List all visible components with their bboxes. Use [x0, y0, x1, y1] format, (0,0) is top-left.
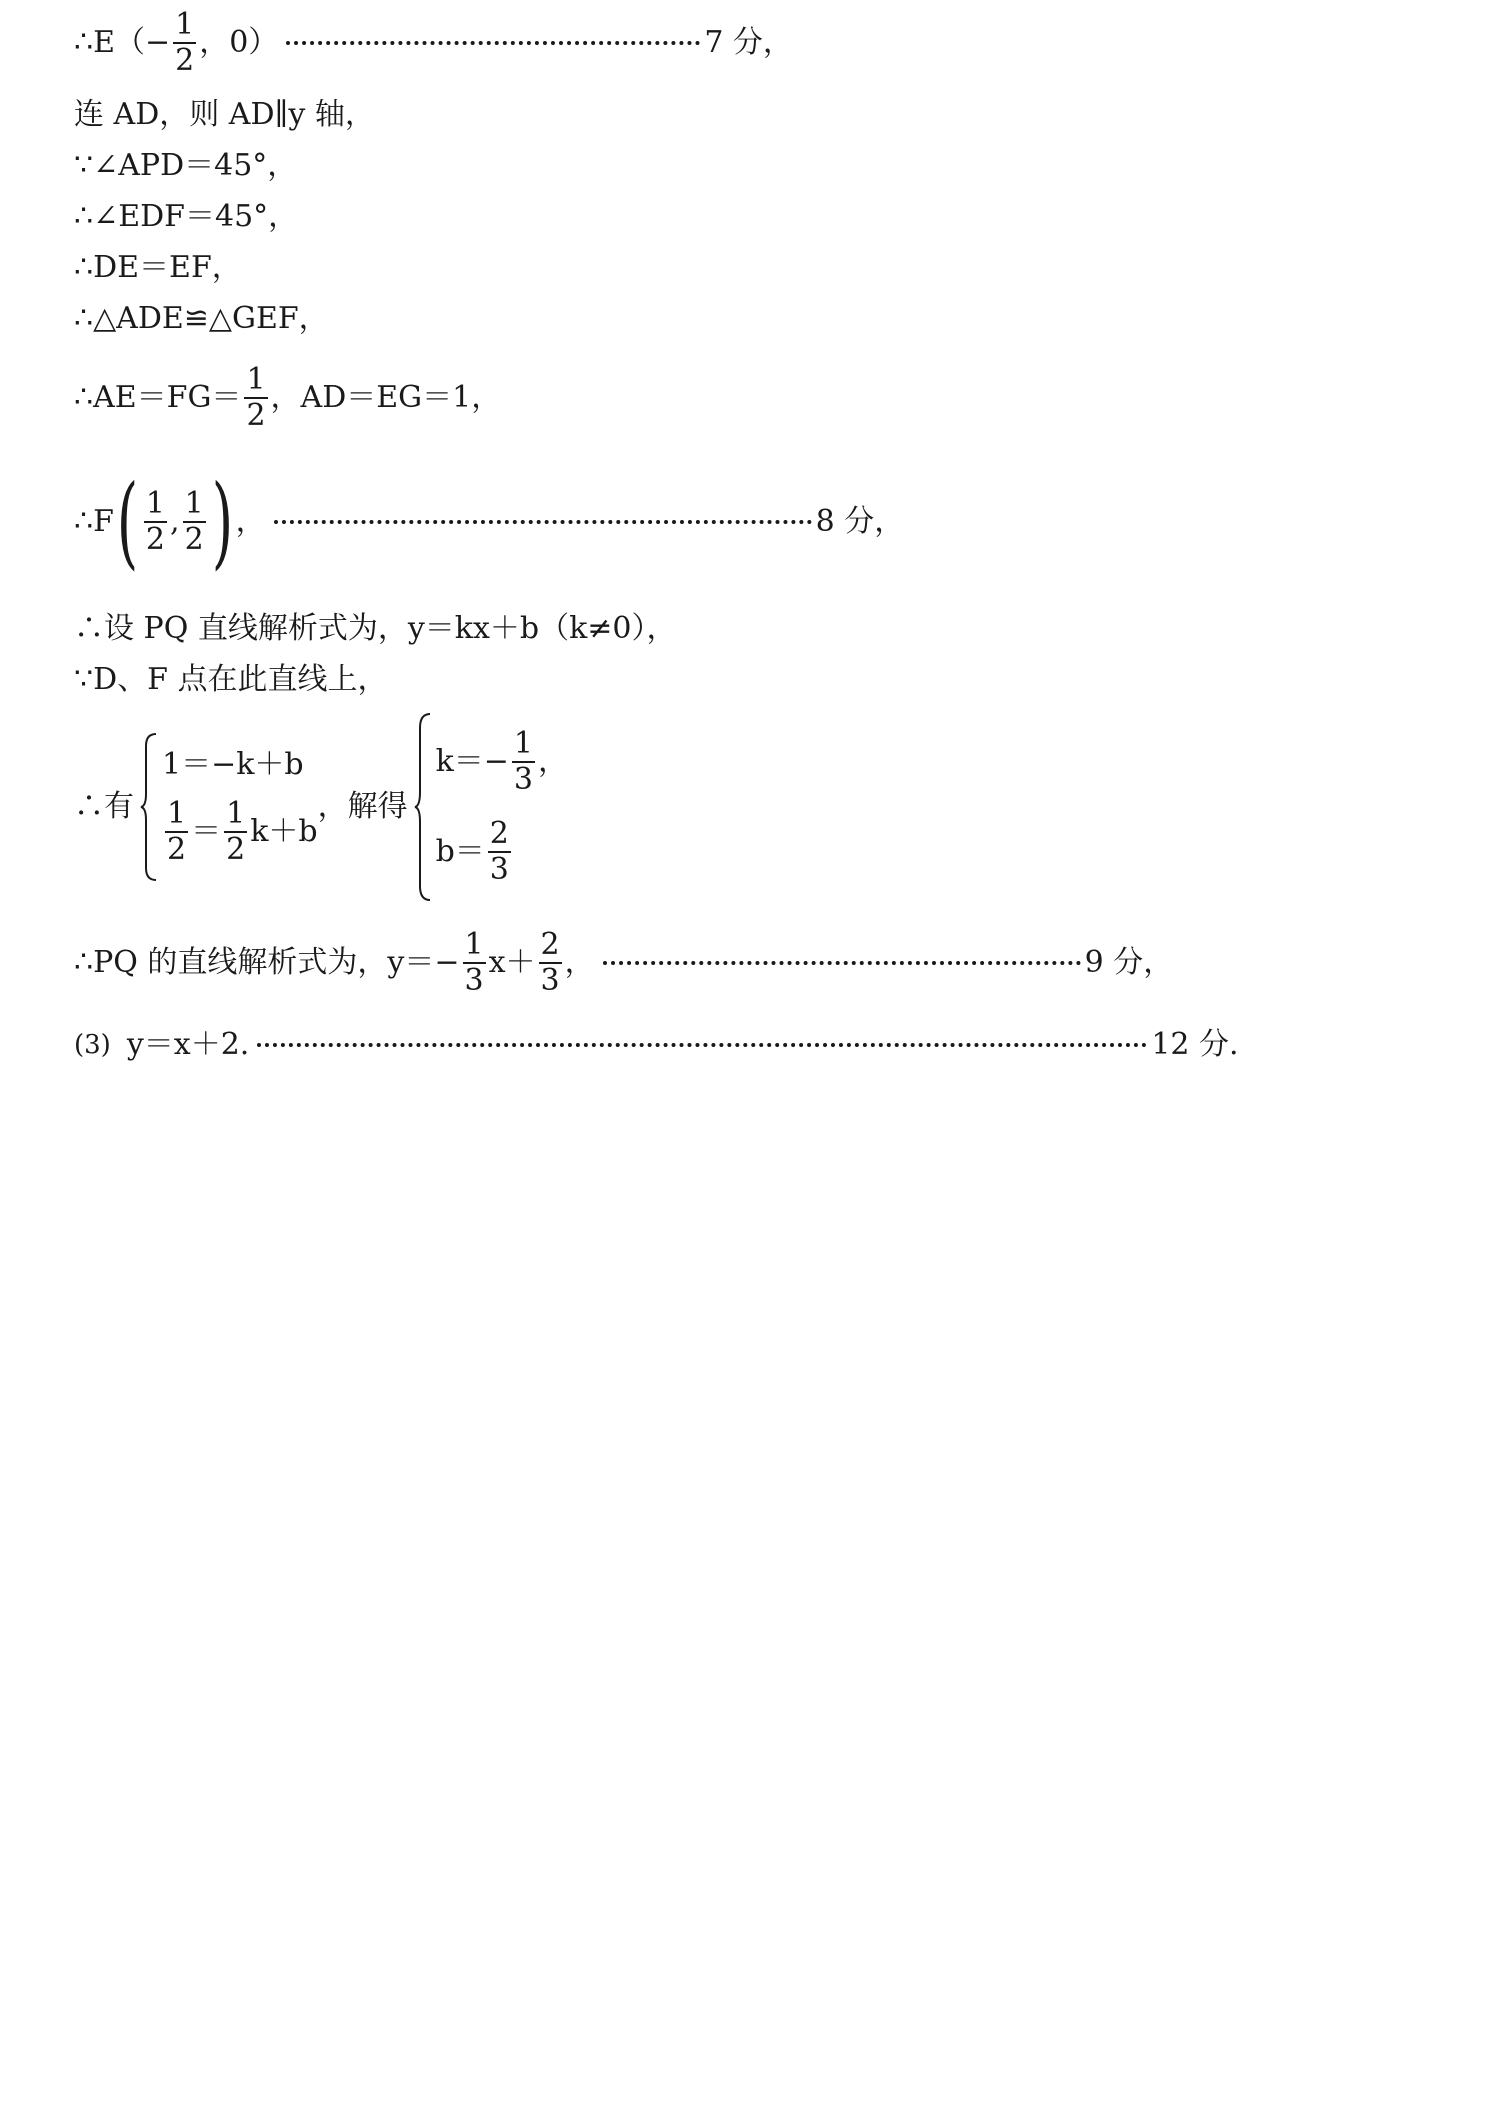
part-label: (3)	[74, 1030, 111, 1060]
fraction	[244, 363, 267, 432]
text: ＝	[191, 814, 222, 849]
line-ae-fg	[74, 356, 501, 440]
numerator: 2	[540, 927, 560, 963]
solution-b	[436, 807, 568, 897]
fraction	[173, 8, 196, 77]
text: k＋b	[250, 814, 318, 849]
text: ∴DE＝EF，	[74, 250, 242, 285]
numerator: 1	[513, 726, 533, 762]
text: ，AD＝EG＝1，	[270, 380, 502, 415]
denominator: 2	[145, 522, 166, 557]
numerator: 2	[489, 816, 509, 852]
line-equation-system	[74, 712, 568, 902]
numerator: 1	[145, 486, 166, 522]
fraction	[224, 797, 247, 866]
denominator: 2	[226, 832, 246, 867]
left-paren: (	[116, 463, 139, 580]
text: 连 AD，则 AD∥y 轴，	[74, 97, 375, 132]
right-paren: )	[211, 463, 233, 580]
text: ，0）	[199, 25, 279, 60]
numerator: 1	[226, 796, 246, 832]
equation-system	[162, 740, 318, 874]
denominator: 3	[464, 963, 484, 998]
score: 9 分，	[1084, 945, 1174, 980]
text: ,	[170, 504, 180, 539]
denominator: 2	[175, 43, 195, 78]
line-de-ef	[74, 250, 242, 286]
numerator: 1	[184, 486, 204, 522]
text: ∴E（−	[74, 25, 171, 60]
line-e-coordinate	[74, 4, 793, 82]
text: ∵D、F 点在此直线上，	[74, 662, 388, 697]
text: ，	[564, 945, 595, 980]
text: ∴PQ 的直线解析式为，y＝−	[74, 945, 460, 980]
denominator: 2	[184, 522, 204, 557]
fraction-a	[463, 928, 486, 997]
line-points-on-line	[74, 662, 388, 698]
line-part-3	[74, 1025, 1239, 1065]
equation-2	[162, 790, 318, 874]
dot-leader	[257, 1043, 1147, 1047]
text: ∴设 PQ 直线解析式为，y＝kx＋b（k≠0），	[74, 611, 677, 646]
text: ∴∠EDF＝45°，	[74, 199, 299, 234]
line-angle-apd	[74, 148, 297, 184]
text: ∴有	[74, 789, 134, 824]
denominator: 3	[489, 852, 509, 887]
text: ∴△ADE≌△GEF，	[74, 301, 329, 336]
line-congruent	[74, 301, 329, 337]
score: 8 分，	[815, 504, 905, 539]
text: ，	[538, 744, 568, 779]
solution-system	[436, 717, 568, 897]
numerator: 1	[175, 7, 195, 43]
denominator: 3	[540, 963, 560, 998]
score: 7 分，	[704, 25, 793, 60]
left-brace	[140, 732, 158, 882]
numerator: 1	[246, 362, 266, 398]
dot-leader	[274, 520, 812, 524]
denominator: 2	[246, 398, 266, 433]
fraction-b	[539, 928, 562, 997]
numerator: 1	[464, 927, 484, 963]
score: 12 分.	[1151, 1027, 1239, 1062]
fraction	[165, 797, 188, 866]
fraction-a	[144, 487, 167, 556]
text: ∴AE＝FG＝	[74, 380, 242, 415]
numerator: 1	[167, 796, 187, 832]
line-connect-ad	[74, 97, 375, 133]
denominator: 2	[167, 832, 187, 867]
text: ∵∠APD＝45°，	[74, 148, 298, 183]
equation-1	[162, 740, 318, 790]
denominator: 3	[513, 762, 533, 797]
text: 1＝−k＋b	[162, 747, 304, 782]
text: ∴F	[74, 504, 114, 539]
text: k＝−	[435, 744, 509, 779]
fraction	[488, 817, 511, 886]
dot-leader	[603, 961, 1081, 965]
text: ，解得	[317, 789, 408, 824]
text: x＋	[488, 945, 536, 980]
left-brace	[414, 712, 432, 902]
dot-leader	[286, 41, 700, 45]
fraction	[512, 727, 535, 796]
text: y＝x＋2.	[126, 1027, 250, 1062]
text: ，	[235, 504, 266, 539]
text: b＝	[435, 834, 485, 869]
line-assume-pq	[74, 611, 677, 647]
line-point-f	[74, 463, 905, 580]
line-pq-result	[74, 920, 1173, 1006]
line-angle-edf	[74, 199, 298, 235]
solution-k	[436, 717, 568, 807]
fraction-b	[183, 487, 206, 556]
